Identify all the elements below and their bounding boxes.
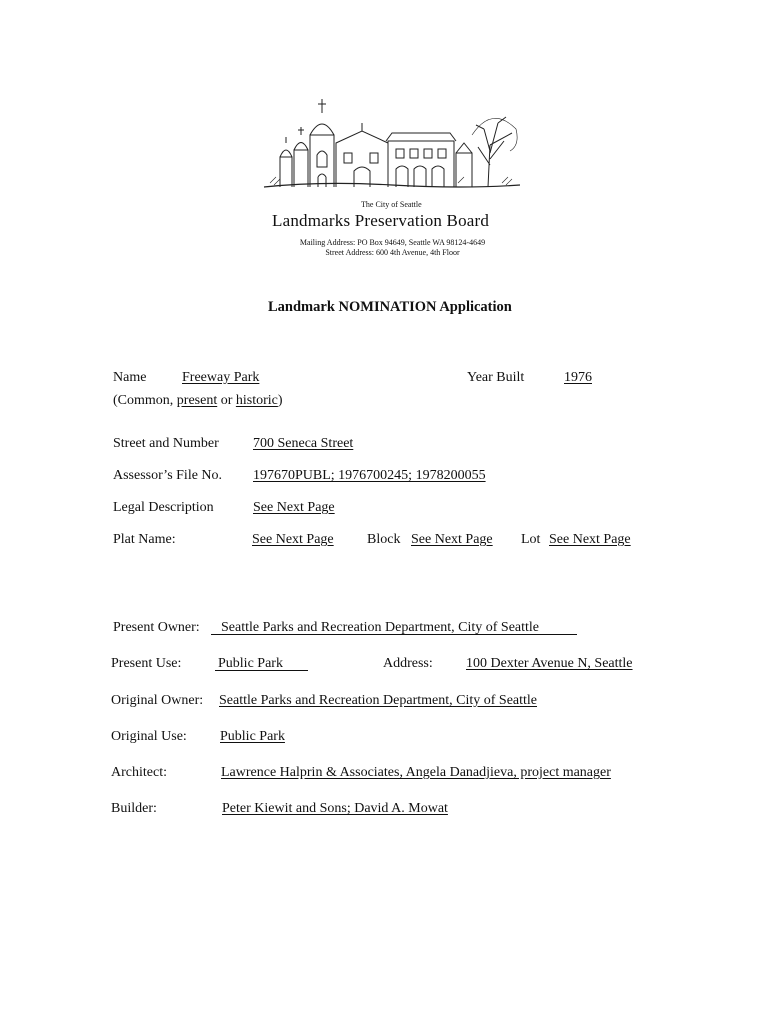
present-use-label: Present Use:	[111, 656, 182, 671]
original-use-label: Original Use:	[111, 729, 187, 744]
name-value: Freeway Park	[182, 370, 260, 385]
lot-value: See Next Page	[549, 532, 631, 547]
plat-label: Plat Name:	[113, 532, 176, 547]
year-built-label: Year Built	[467, 370, 525, 385]
letterhead-illustration	[262, 95, 522, 195]
common-note-suffix: )	[277, 393, 283, 408]
street-address: Street Address: 600 4th Avenue, 4th Floor	[325, 248, 460, 257]
address-label: Address:	[383, 656, 433, 671]
name-label: Name	[113, 370, 147, 385]
year-built-value: 1976	[564, 370, 592, 385]
legal-label: Legal Description	[113, 500, 214, 515]
common-note-historic: historic	[235, 393, 278, 408]
city-label: The City of Seattle	[361, 200, 422, 209]
present-use-value: Public Park	[218, 656, 283, 671]
lot-label: Lot	[521, 532, 541, 547]
common-note	[113, 393, 283, 409]
mailing-address: Mailing Address: PO Box 94649, Seattle WA 98124-4649	[299, 238, 486, 247]
present-owner-value: Seattle Parks and Recreation Department, City of Seattle	[221, 620, 540, 635]
street-label: Street and Number	[113, 436, 219, 451]
original-owner-label: Original Owner:	[111, 693, 204, 708]
address-value: 100 Dexter Avenue N, Seattle	[466, 656, 633, 671]
present-owner-label: Present Owner:	[113, 620, 200, 635]
page-title: Landmark NOMINATION Application	[268, 299, 512, 315]
assessor-value: 197670PUBL; 1976700245; 1978200055	[253, 468, 486, 483]
original-use-value: Public Park	[220, 729, 285, 744]
architect-value: Lawrence Halprin & Associates, Angela Danadjieva, project manager	[221, 765, 611, 780]
common-note-present: present	[176, 393, 218, 408]
street-value: 700 Seneca Street	[253, 436, 354, 451]
builder-value: Peter Kiewit and Sons; David A. Mowat	[222, 801, 448, 816]
assessor-label: Assessor’s File No.	[113, 468, 223, 483]
builder-label: Builder:	[111, 801, 157, 816]
common-note-prefix: (Common,	[113, 393, 177, 408]
block-label: Block	[367, 532, 401, 547]
original-owner-value: Seattle Parks and Recreation Department, City of Seattle	[219, 693, 538, 708]
common-note-or: or	[217, 393, 236, 408]
plat-value: See Next Page	[252, 532, 334, 547]
block-value: See Next Page	[411, 532, 493, 547]
legal-value: See Next Page	[253, 500, 335, 515]
architect-label: Architect:	[111, 765, 167, 780]
board-name: Landmarks Preservation Board	[272, 211, 490, 230]
